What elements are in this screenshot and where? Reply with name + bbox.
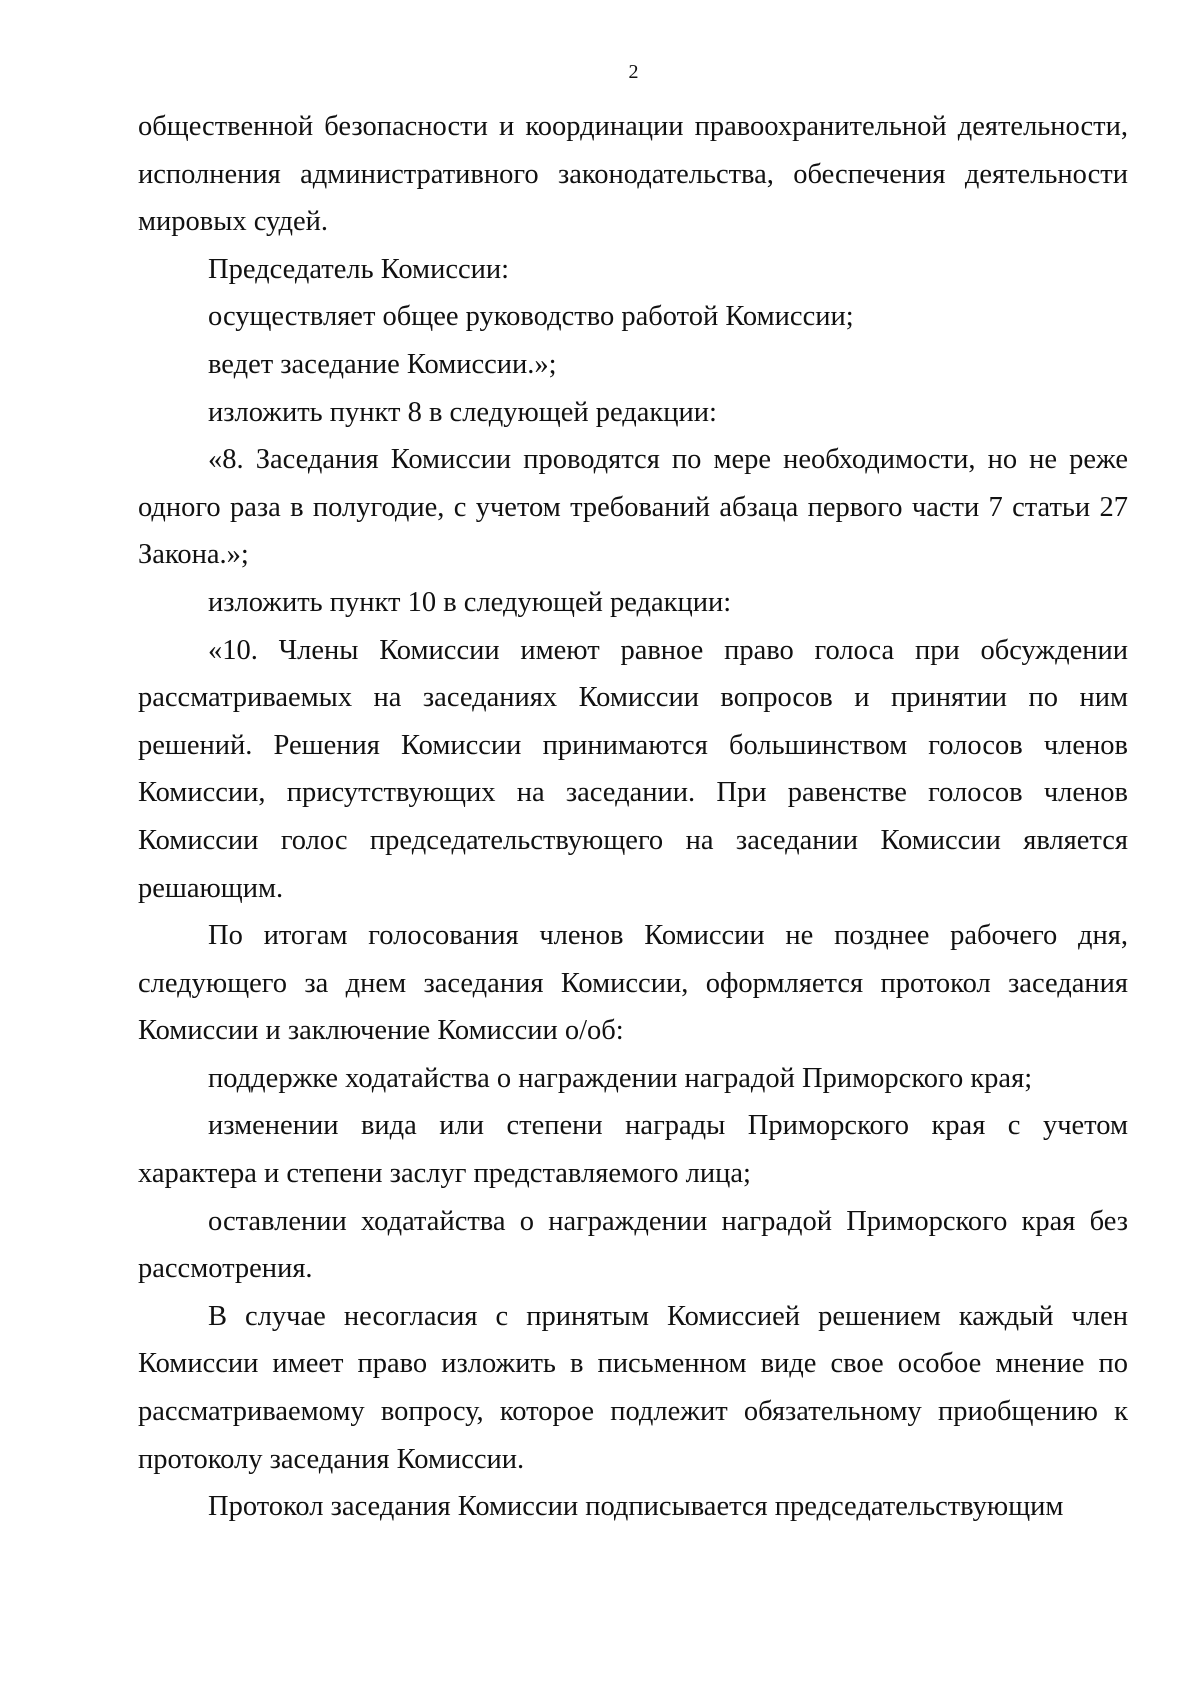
paragraph-amend-item-8: изложить пункт 8 в следующей редакции: (208, 396, 717, 428)
paragraph-protocol-signature: Протокол заседания Комиссии подписывается председательствующим (208, 1491, 1064, 1523)
paragraph-chairman-heading: Председатель Комиссии: (208, 253, 510, 285)
paragraph-chairman-duty-1: осуществляет общее руководство работой Комиссии; (208, 301, 854, 333)
paragraph-chairman-duty-2: ведет заседание Комиссии.»; (208, 348, 557, 380)
paragraph-voting-results: По итогам голосования членов Комиссии не позднее рабочего дня, следующего за днем заседания Комиссии, оформляется протокол заседания Комиссии и заключение Комиссии о/об: (138, 920, 1128, 1047)
paragraph-item-10-text: «10. Члены Комиссии имеют равное право голоса при обсуждении рассматриваемых на заседаниях Комиссии вопросов и принятии по ним решений. Решения Комиссии принимаются большинством голосов членов Комиссии, присутствующих на заседании. При равенстве голосов членов Комиссии голос председательствующего на заседании Комиссии является решающим. (138, 634, 1128, 904)
paragraph-option-leave: оставлении ходатайства о награждении наградой Приморского края без рассмотрения. (138, 1205, 1128, 1285)
document-body (138, 103, 1128, 1531)
page-number: 2 (628, 61, 639, 83)
paragraph-dissent: В случае несогласия с принятым Комиссией решением каждый член Комиссии имеет право изложить в письменном виде свое особое мнение по рассматриваемому вопросу, которое подлежит обязательному приобщению к протоколу заседания Комиссии. (138, 1300, 1128, 1475)
paragraph-item-8-text: «8. Заседания Комиссии проводятся по мере необходимости, но не реже одного раза в полугодие, с учетом требований абзаца первого части 7 статьи 27 Закона.»; (138, 444, 1128, 571)
paragraph-amend-item-10: изложить пункт 10 в следующей редакции: (208, 586, 732, 618)
paragraph-option-change: изменении вида или степени награды Приморского края с учетом характера и степени заслуг представляемого лица; (138, 1110, 1128, 1190)
paragraph-continuation: общественной безопасности и координации правоохранительной деятельности, исполнения административного законодательства, обеспечения деятельности мировых судей. (138, 111, 1128, 238)
paragraph-option-support: поддержке ходатайства о награждении наградой Приморского края; (208, 1062, 1033, 1094)
